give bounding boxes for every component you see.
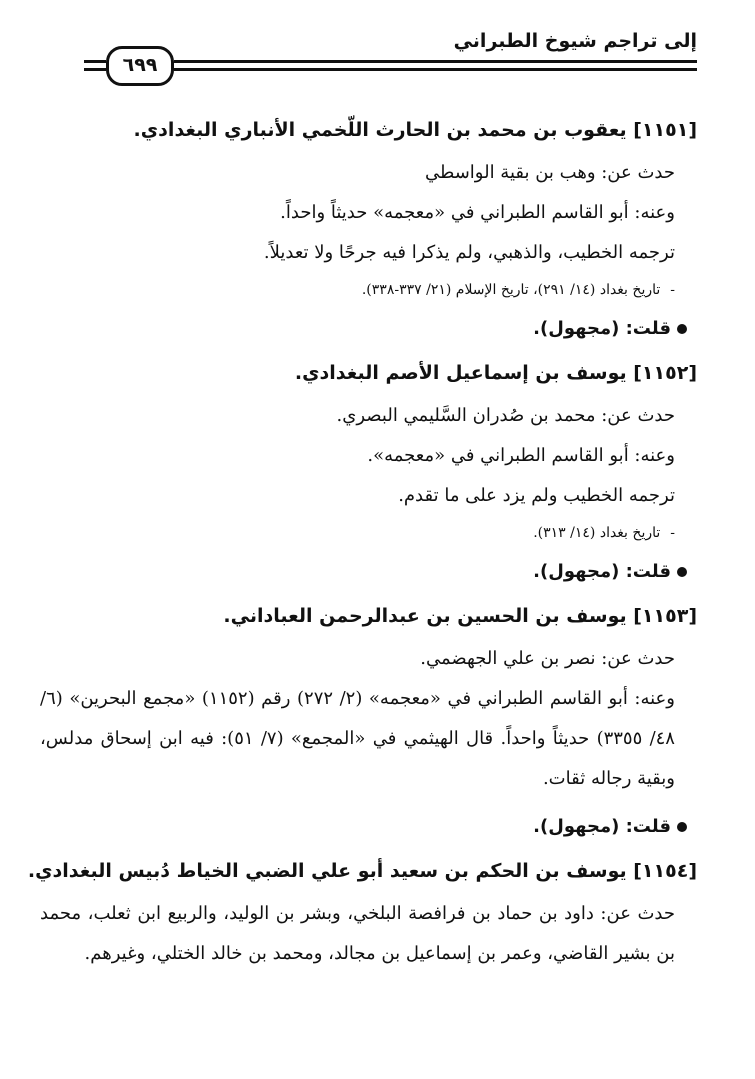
narrated-by-line: وعنه: أبو القاسم الطبراني في «معجمه».: [367, 445, 675, 466]
bullet-icon: [677, 567, 687, 577]
biography-line: ترجمه الخطيب ولم يزد على ما تقدم.: [398, 485, 675, 506]
narrated-from-line: حدث عن: نصر بن علي الجهضمي.: [420, 648, 675, 669]
page-body: [27, 108, 697, 974]
header-rule-left-top: [84, 60, 106, 63]
entry-heading: [١١٥٣] يوسف بن الحسين بن عبدالرحمن العباداني.: [223, 605, 697, 627]
verdict-note: [40, 550, 697, 594]
entry-heading: [١١٥٤] يوسف بن الحكم بن سعيد أبو علي الضبي الخياط دُبيس البغدادي.: [27, 860, 697, 882]
page-header: [0, 0, 755, 92]
header-rule-top: [174, 60, 697, 63]
narrated-from-line: حدث عن: محمد بن صُدران السَّليمي البصري.: [336, 405, 675, 426]
narrated-by-line: وعنه: أبو القاسم الطبراني في «معجمه» حديثاً واحداً.: [280, 202, 675, 223]
header-rule-left-bottom: [84, 68, 106, 71]
bullet-icon: [677, 324, 687, 334]
verdict-note: [40, 805, 697, 849]
biography-line: ترجمه الخطيب، والذهبي، ولم يذكرا فيه جرحًا ولا تعديلاً.: [263, 242, 675, 263]
page-number: ٦٩٩: [106, 46, 174, 86]
narrated-by-paragraph: وعنه: أبو القاسم الطبراني في «معجمه» (٢/ ٢٧٢) رقم (١١٥٢) «مجمع البحرين» (٦/ ٤٨/ ٣٣٥٥) حديثاً واحداً. قال الهيثمي في «المجمع» (٧/ ٥١): فيه ابن إسحاق مدلس، وبقية رجاله ثقات.: [40, 688, 675, 789]
dash-mark: -: [670, 282, 675, 298]
entry-heading: [١١٥١] يعقوب بن محمد بن الحارث اللّخمي الأنباري البغدادي.: [133, 119, 697, 141]
source-reference: [40, 516, 697, 550]
source-reference: [40, 273, 697, 307]
header-rule-bottom: [174, 68, 697, 71]
source-text: تاريخ بغداد (١٤/ ٣١٣).: [533, 525, 661, 541]
verdict-text: قلت: (مجهول).: [533, 561, 671, 582]
source-text: تاريخ بغداد (١٤/ ٢٩١)، تاريخ الإسلام (٢١/ ٣٣٧-٣٣٨).: [361, 282, 661, 298]
bullet-icon: [677, 822, 687, 832]
narrated-from-paragraph: حدث عن: داود بن حماد بن فرافصة البلخي، وبشر بن الوليد، والربيع ابن ثعلب، محمد بن بشير القاضي، وعمر بن إسماعيل بن مجالد، ومحمد بن خالد الختلي، وغيرهم.: [40, 903, 675, 964]
verdict-text: قلت: (مجهول).: [533, 318, 671, 339]
entry-heading: [١١٥٢] يوسف بن إسماعيل الأصم البغدادي.: [294, 362, 697, 384]
verdict-note: [40, 307, 697, 351]
verdict-text: قلت: (مجهول).: [533, 816, 671, 837]
dash-mark: -: [670, 525, 675, 541]
running-title: إلى تراجم شيوخ الطبراني: [453, 30, 697, 52]
narrated-from-line: حدث عن: وهب بن بقية الواسطي: [424, 162, 675, 183]
